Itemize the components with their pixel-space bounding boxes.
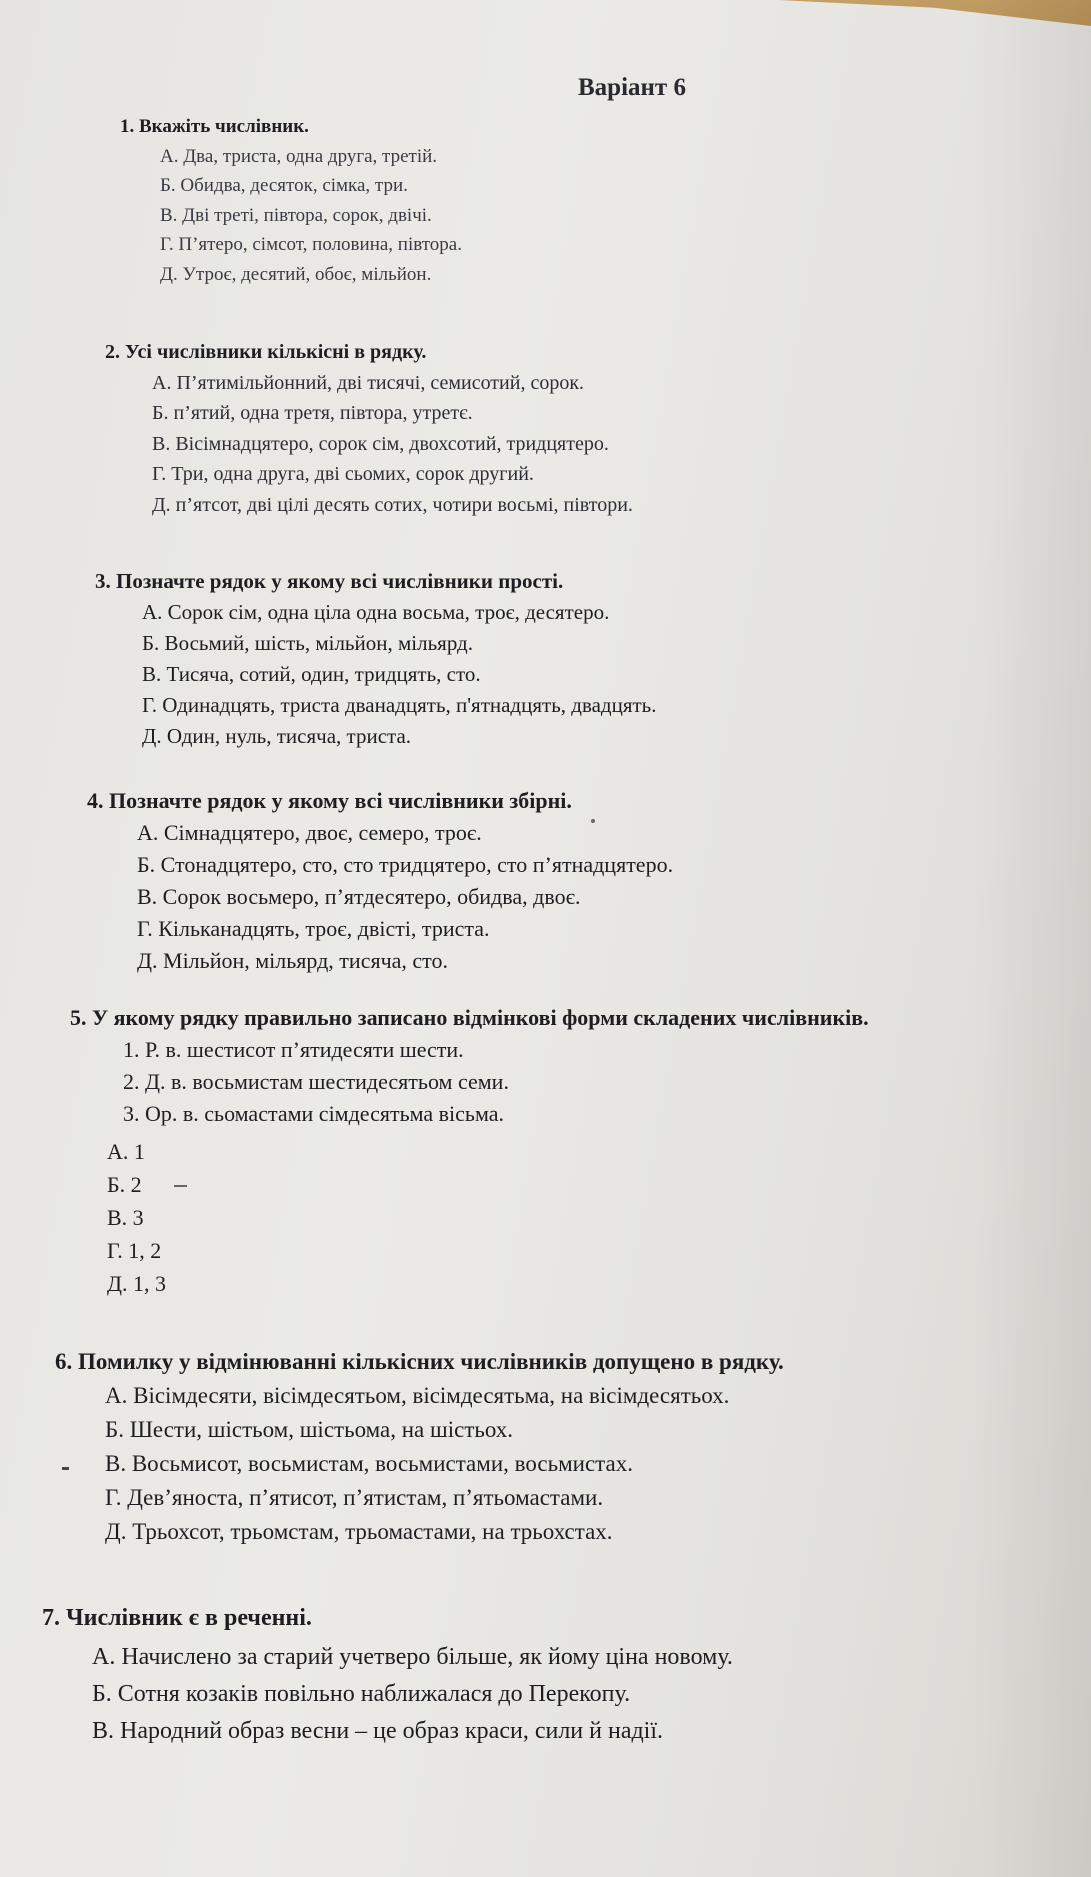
question-2-option-c: В. Вісімнадцятеро, сорок сім, двохсотий, тридцятеро. <box>152 432 609 455</box>
question-4-option-e: Д. Мільйон, мільярд, тисяча, сто. <box>137 948 448 973</box>
question-2-title: 2. Усі числівники кількісні в рядку. <box>105 341 427 363</box>
question-3-option-a: А. Сорок сім, одна ціла одна восьма, троє, десятеро. <box>142 600 610 624</box>
question-5-option-c: В. 3 <box>107 1205 144 1230</box>
question-3-title: 3. Позначте рядок у якому всі числівники прості. <box>95 569 564 593</box>
question-6-title: 6. Помилку у відмінюванні кількісних числівників допущено в рядку. <box>55 1349 784 1374</box>
question-5-option-b: Б. 2 <box>107 1172 142 1197</box>
question-3-option-c: В. Тисяча, сотий, один, тридцять, сто. <box>142 662 481 686</box>
question-2-option-b: Б. п’ятий, одна третя, півтора, утретє. <box>152 402 473 424</box>
question-6-option-c: В. Восьмисот, восьмистам, восьмистами, восьмистах. <box>105 1451 633 1476</box>
question-4-option-b: Б. Стонадцятеро, сто, сто тридцятеро, сто п’ятнадцятеро. <box>137 852 674 877</box>
question-1-option-d: Г. П’ятеро, сімсот, половина, півтора. <box>160 234 462 255</box>
variant-heading: Варіант 6 <box>578 74 686 101</box>
question-4-title: 4. Позначте рядок у якому всі числівники збірні. <box>87 788 572 813</box>
question-5-option-e: Д. 1, 3 <box>107 1271 167 1296</box>
question-7-option-c: В. Народний образ весни – це образ краси, сили й надії. <box>92 1718 664 1744</box>
question-6-option-d: Г. Дев’яноста, п’ятисот, п’ятистам, п’ятьомастами. <box>105 1485 604 1510</box>
question-2 <box>105 337 633 520</box>
question-6-option-b: Б. Шести, шістьом, шістьома, на шістьох. <box>105 1417 514 1442</box>
question-1 <box>120 112 462 289</box>
question-3-option-b: Б. Восьмий, шість, мільйон, мільярд. <box>142 631 473 655</box>
question-3-option-e: Д. Один, нуль, тисяча, триста. <box>142 724 412 748</box>
question-7-option-a: А. Начислено за старий учетверо більше, як йому ціна новому. <box>92 1644 733 1670</box>
question-1-option-a: А. Два, триста, одна друга, третій. <box>160 145 438 167</box>
question-5-title: 5. У якому рядку правильно записано відмінкові форми складених числівників. <box>70 1005 869 1030</box>
question-3 <box>95 566 657 752</box>
question-4 <box>87 785 673 977</box>
question-5-statement-3: 3. Ор. в. сьомастами сімдесятьма вісьма. <box>123 1101 505 1126</box>
pen-dash <box>174 1185 187 1187</box>
question-6-option-a: А. Вісімдесяти, вісімдесятьом, вісімдесятьма, на вісімдесятьох. <box>105 1383 730 1408</box>
question-4-option-d: Г. Кільканадцять, троє, двісті, триста. <box>137 916 490 941</box>
question-5 <box>70 1002 869 1300</box>
question-1-title: 1. Вкажіть числівник. <box>120 116 309 137</box>
question-1-option-b: Б. Обидва, десяток, сімка, три. <box>160 175 408 196</box>
question-7-option-b: Б. Сотня козаків повільно наближалася до Перекопу. <box>92 1681 631 1707</box>
question-2-option-d: Г. Три, одна друга, дві сьомих, сорок другий. <box>152 463 534 485</box>
question-5-option-a: А. 1 <box>107 1139 145 1164</box>
pen-dot <box>591 819 595 823</box>
page-shadow <box>971 0 1091 1877</box>
question-1-option-e: Д. Утроє, десятий, обоє, мільйон. <box>160 263 432 285</box>
question-6-option-e: Д. Трьохсот, трьомстам, трьомастами, на трьохстах. <box>105 1519 613 1544</box>
question-2-option-e: Д. п’ятсот, дві цілі десять сотих, чотири восьмі, півтори. <box>152 493 633 516</box>
question-3-option-d: Г. Одинадцять, триста дванадцять, п'ятнадцять, двадцять. <box>142 693 657 717</box>
question-5-option-d: Г. 1, 2 <box>107 1238 162 1263</box>
question-2-option-a: А. П’ятимільйонний, дві тисячі, семисотий, сорок. <box>152 371 585 394</box>
question-5-statement-1: 1. Р. в. шестисот п’ятидесяти шести. <box>123 1037 464 1062</box>
question-7 <box>42 1600 733 1750</box>
question-1-option-c: В. Дві треті, півтора, сорок, двічі. <box>160 204 432 226</box>
question-6 <box>55 1345 784 1549</box>
question-4-option-c: В. Сорок восьмеро, п’ятдесятеро, обидва, двоє. <box>137 884 581 909</box>
pen-mark <box>62 1467 69 1470</box>
question-7-title: 7. Числівник є в реченні. <box>42 1605 312 1631</box>
question-4-option-a: А. Сімнадцятеро, двоє, семеро, троє. <box>137 820 482 845</box>
question-5-statement-2: 2. Д. в. восьмистам шестидесятьом семи. <box>123 1069 509 1094</box>
